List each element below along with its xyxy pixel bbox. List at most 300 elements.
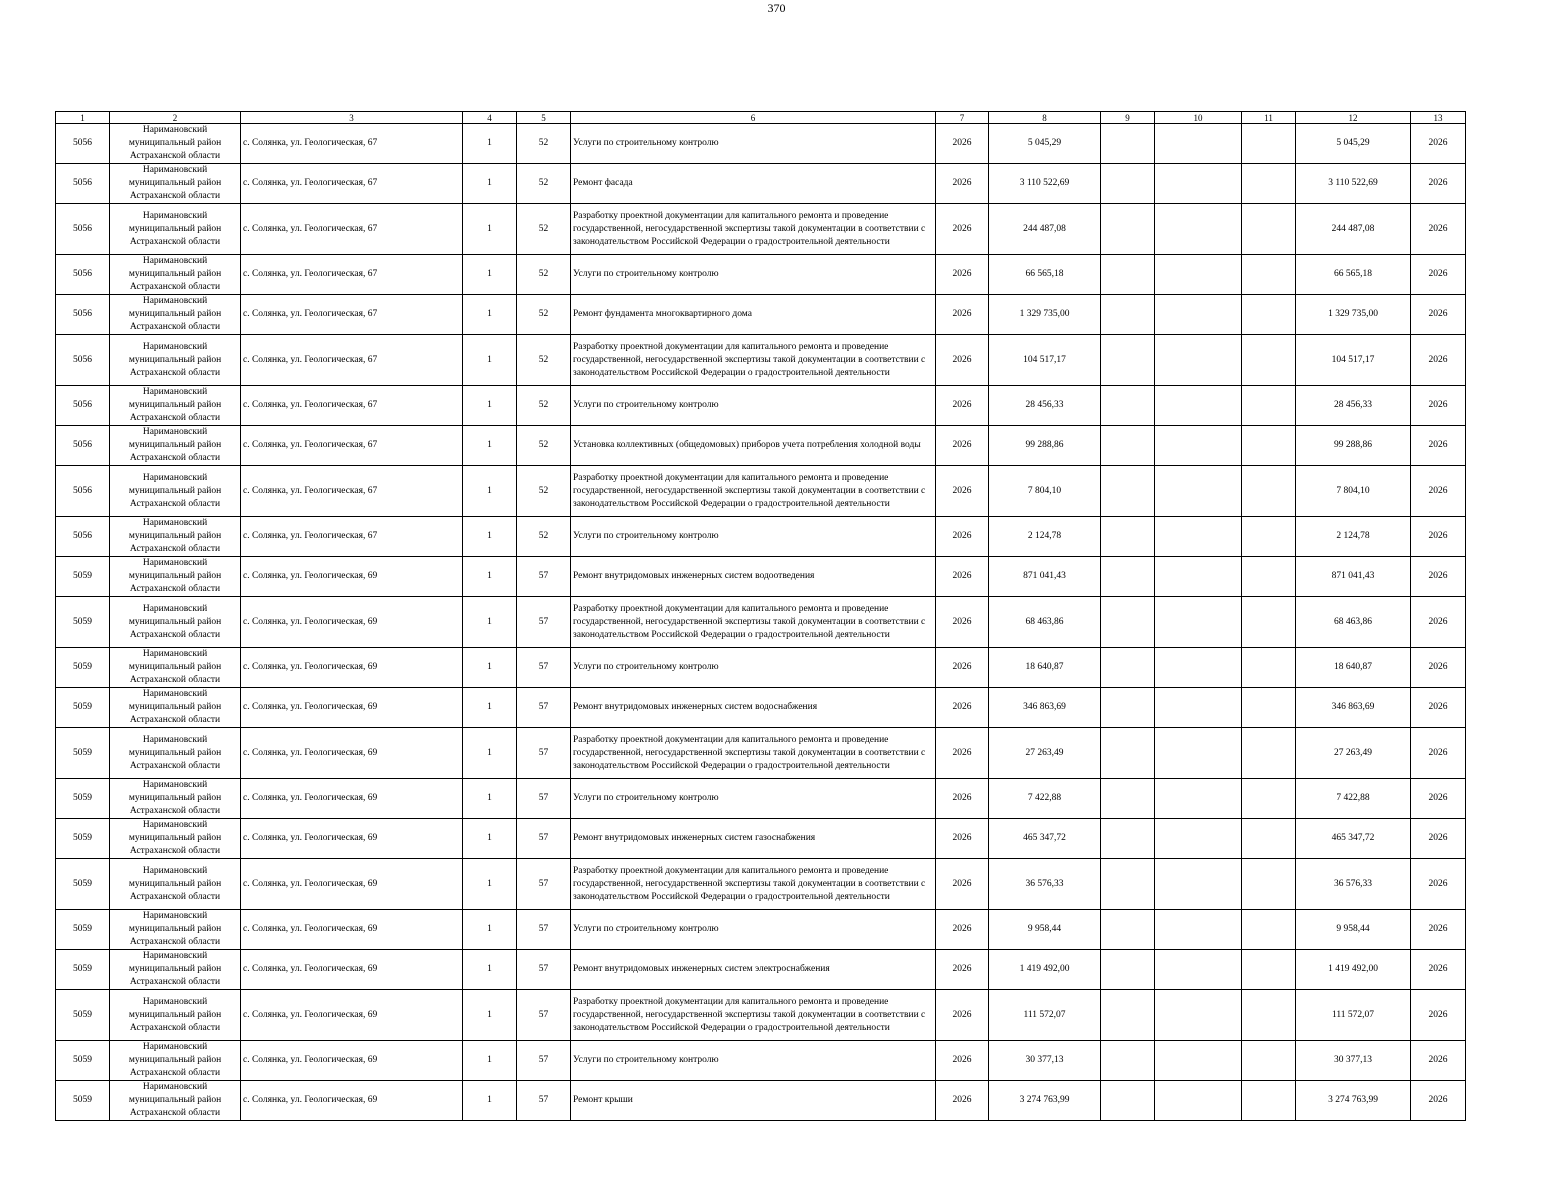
municipality-cell: Наримановский муниципальный район Астраханской области [110, 859, 241, 910]
column-number: 4 [463, 112, 517, 124]
column-10-cell [1155, 1081, 1242, 1121]
address-cell: с. Солянка, ул. Геологическая, 69 [241, 779, 463, 819]
column-9-cell [1101, 597, 1155, 648]
year-cell: 2026 [936, 255, 989, 295]
column-number: 2 [110, 112, 241, 124]
table-row [56, 597, 1466, 648]
municipality-cell: Наримановский муниципальный район Астраханской области [110, 1081, 241, 1121]
column-5-cell: 52 [517, 124, 571, 164]
column-9-cell [1101, 819, 1155, 859]
column-5-cell: 57 [517, 779, 571, 819]
column-11-cell [1242, 779, 1296, 819]
column-9-cell [1101, 779, 1155, 819]
column-10-cell [1155, 910, 1242, 950]
column-9-cell [1101, 990, 1155, 1041]
completion-year-cell: 2026 [1411, 779, 1466, 819]
column-5-cell: 52 [517, 164, 571, 204]
column-9-cell [1101, 688, 1155, 728]
completion-year-cell: 2026 [1411, 164, 1466, 204]
column-11-cell [1242, 557, 1296, 597]
municipality-cell: Наримановский муниципальный район Астраханской области [110, 466, 241, 517]
total-cell: 2 124,78 [1296, 517, 1411, 557]
completion-year-cell: 2026 [1411, 819, 1466, 859]
column-11-cell [1242, 386, 1296, 426]
total-cell: 7 422,88 [1296, 779, 1411, 819]
work-type-cell: Разработку проектной документации для капитального ремонта и проведение государственной, негосударственной экспертизы такой документации в соответствии с законодательством Российской Федерации о градостроительной деятельности [571, 335, 936, 386]
table-row [56, 728, 1466, 779]
row-number-cell: 5056 [56, 204, 110, 255]
column-4-cell: 1 [463, 688, 517, 728]
cost-cell: 30 377,13 [989, 1041, 1101, 1081]
municipality-cell: Наримановский муниципальный район Астраханской области [110, 597, 241, 648]
work-type-cell: Услуги по строительному контролю [571, 386, 936, 426]
column-number: 13 [1411, 112, 1466, 124]
address-cell: с. Солянка, ул. Геологическая, 67 [241, 255, 463, 295]
column-5-cell: 57 [517, 1081, 571, 1121]
total-cell: 99 288,86 [1296, 426, 1411, 466]
column-9-cell [1101, 204, 1155, 255]
column-11-cell [1242, 728, 1296, 779]
column-number: 3 [241, 112, 463, 124]
column-4-cell: 1 [463, 597, 517, 648]
municipality-cell: Наримановский муниципальный район Астраханской области [110, 557, 241, 597]
year-cell: 2026 [936, 779, 989, 819]
row-number-cell: 5059 [56, 990, 110, 1041]
completion-year-cell: 2026 [1411, 466, 1466, 517]
column-4-cell: 1 [463, 295, 517, 335]
column-11-cell [1242, 335, 1296, 386]
column-5-cell: 57 [517, 688, 571, 728]
year-cell: 2026 [936, 1041, 989, 1081]
column-9-cell [1101, 335, 1155, 386]
column-10-cell [1155, 295, 1242, 335]
table-row [56, 688, 1466, 728]
total-cell: 111 572,07 [1296, 990, 1411, 1041]
row-number-cell: 5059 [56, 779, 110, 819]
completion-year-cell: 2026 [1411, 517, 1466, 557]
column-5-cell: 57 [517, 728, 571, 779]
address-cell: с. Солянка, ул. Геологическая, 69 [241, 990, 463, 1041]
row-number-cell: 5059 [56, 819, 110, 859]
column-11-cell [1242, 950, 1296, 990]
address-cell: с. Солянка, ул. Геологическая, 67 [241, 386, 463, 426]
completion-year-cell: 2026 [1411, 335, 1466, 386]
table-row [56, 517, 1466, 557]
year-cell: 2026 [936, 295, 989, 335]
address-cell: с. Солянка, ул. Геологическая, 69 [241, 950, 463, 990]
column-10-cell [1155, 728, 1242, 779]
table-row [56, 164, 1466, 204]
table-row [56, 1041, 1466, 1081]
column-4-cell: 1 [463, 557, 517, 597]
year-cell: 2026 [936, 688, 989, 728]
column-number: 10 [1155, 112, 1242, 124]
column-11-cell [1242, 466, 1296, 517]
column-10-cell [1155, 597, 1242, 648]
column-9-cell [1101, 124, 1155, 164]
completion-year-cell: 2026 [1411, 990, 1466, 1041]
column-9-cell [1101, 1041, 1155, 1081]
completion-year-cell: 2026 [1411, 426, 1466, 466]
column-4-cell: 1 [463, 1081, 517, 1121]
column-5-cell: 52 [517, 204, 571, 255]
column-11-cell [1242, 597, 1296, 648]
cost-cell: 99 288,86 [989, 426, 1101, 466]
address-cell: с. Солянка, ул. Геологическая, 67 [241, 124, 463, 164]
address-cell: с. Солянка, ул. Геологическая, 69 [241, 728, 463, 779]
column-5-cell: 57 [517, 910, 571, 950]
total-cell: 7 804,10 [1296, 466, 1411, 517]
cost-cell: 7 422,88 [989, 779, 1101, 819]
table-row [56, 990, 1466, 1041]
work-type-cell: Разработку проектной документации для капитального ремонта и проведение государственной, негосударственной экспертизы такой документации в соответствии с законодательством Российской Федерации о градостроительной деятельности [571, 859, 936, 910]
column-9-cell [1101, 859, 1155, 910]
completion-year-cell: 2026 [1411, 124, 1466, 164]
table-row [56, 910, 1466, 950]
cost-cell: 66 565,18 [989, 255, 1101, 295]
work-type-cell: Ремонт фасада [571, 164, 936, 204]
address-cell: с. Солянка, ул. Геологическая, 67 [241, 466, 463, 517]
total-cell: 1 329 735,00 [1296, 295, 1411, 335]
table-row [56, 204, 1466, 255]
year-cell: 2026 [936, 426, 989, 466]
cost-cell: 465 347,72 [989, 819, 1101, 859]
address-cell: с. Солянка, ул. Геологическая, 69 [241, 859, 463, 910]
municipality-cell: Наримановский муниципальный район Астраханской области [110, 124, 241, 164]
table-row [56, 386, 1466, 426]
address-cell: с. Солянка, ул. Геологическая, 67 [241, 295, 463, 335]
column-4-cell: 1 [463, 990, 517, 1041]
column-10-cell [1155, 779, 1242, 819]
column-11-cell [1242, 859, 1296, 910]
address-cell: с. Солянка, ул. Геологическая, 69 [241, 597, 463, 648]
total-cell: 68 463,86 [1296, 597, 1411, 648]
completion-year-cell: 2026 [1411, 688, 1466, 728]
municipality-cell: Наримановский муниципальный район Астраханской области [110, 517, 241, 557]
cost-cell: 111 572,07 [989, 990, 1101, 1041]
total-cell: 244 487,08 [1296, 204, 1411, 255]
column-9-cell [1101, 910, 1155, 950]
row-number-cell: 5056 [56, 426, 110, 466]
column-5-cell: 57 [517, 859, 571, 910]
work-type-cell: Установка коллективных (общедомовых) приборов учета потребления холодной воды [571, 426, 936, 466]
column-4-cell: 1 [463, 517, 517, 557]
column-5-cell: 52 [517, 255, 571, 295]
column-5-cell: 52 [517, 295, 571, 335]
completion-year-cell: 2026 [1411, 1041, 1466, 1081]
column-10-cell [1155, 204, 1242, 255]
column-11-cell [1242, 164, 1296, 204]
column-4-cell: 1 [463, 386, 517, 426]
column-5-cell: 57 [517, 1041, 571, 1081]
total-cell: 66 565,18 [1296, 255, 1411, 295]
municipality-cell: Наримановский муниципальный район Астраханской области [110, 386, 241, 426]
cost-cell: 104 517,17 [989, 335, 1101, 386]
column-11-cell [1242, 1081, 1296, 1121]
cost-cell: 346 863,69 [989, 688, 1101, 728]
row-number-cell: 5059 [56, 1041, 110, 1081]
column-4-cell: 1 [463, 728, 517, 779]
column-number: 7 [936, 112, 989, 124]
completion-year-cell: 2026 [1411, 386, 1466, 426]
work-type-cell: Ремонт внутридомовых инженерных систем водоотведения [571, 557, 936, 597]
address-cell: с. Солянка, ул. Геологическая, 69 [241, 819, 463, 859]
column-5-cell: 57 [517, 950, 571, 990]
cost-cell: 36 576,33 [989, 859, 1101, 910]
column-9-cell [1101, 466, 1155, 517]
column-4-cell: 1 [463, 204, 517, 255]
column-10-cell [1155, 517, 1242, 557]
cost-cell: 7 804,10 [989, 466, 1101, 517]
work-type-cell: Ремонт внутридомовых инженерных систем электроснабжения [571, 950, 936, 990]
row-number-cell: 5056 [56, 335, 110, 386]
row-number-cell: 5059 [56, 1081, 110, 1121]
work-type-cell: Услуги по строительному контролю [571, 779, 936, 819]
column-9-cell [1101, 255, 1155, 295]
cost-cell: 5 045,29 [989, 124, 1101, 164]
column-4-cell: 1 [463, 164, 517, 204]
column-4-cell: 1 [463, 859, 517, 910]
work-type-cell: Ремонт внутридомовых инженерных систем водоснабжения [571, 688, 936, 728]
table-row [56, 335, 1466, 386]
row-number-cell: 5056 [56, 255, 110, 295]
column-11-cell [1242, 426, 1296, 466]
municipality-cell: Наримановский муниципальный район Астраханской области [110, 728, 241, 779]
table-row [56, 255, 1466, 295]
total-cell: 465 347,72 [1296, 819, 1411, 859]
work-type-cell: Разработку проектной документации для капитального ремонта и проведение государственной, негосударственной экспертизы такой документации в соответствии с законодательством Российской Федерации о градостроительной деятельности [571, 597, 936, 648]
column-number: 8 [989, 112, 1101, 124]
column-4-cell: 1 [463, 819, 517, 859]
work-type-cell: Ремонт внутридомовых инженерных систем газоснабжения [571, 819, 936, 859]
completion-year-cell: 2026 [1411, 728, 1466, 779]
completion-year-cell: 2026 [1411, 295, 1466, 335]
column-11-cell [1242, 255, 1296, 295]
municipality-cell: Наримановский муниципальный район Астраханской области [110, 255, 241, 295]
row-number-cell: 5059 [56, 950, 110, 990]
work-type-cell: Услуги по строительному контролю [571, 255, 936, 295]
column-10-cell [1155, 466, 1242, 517]
column-5-cell: 57 [517, 819, 571, 859]
work-type-cell: Услуги по строительному контролю [571, 910, 936, 950]
completion-year-cell: 2026 [1411, 859, 1466, 910]
municipality-cell: Наримановский муниципальный район Астраханской области [110, 335, 241, 386]
row-number-cell: 5056 [56, 124, 110, 164]
column-10-cell [1155, 335, 1242, 386]
total-cell: 871 041,43 [1296, 557, 1411, 597]
table-row [56, 648, 1466, 688]
completion-year-cell: 2026 [1411, 950, 1466, 990]
total-cell: 3 110 522,69 [1296, 164, 1411, 204]
column-9-cell [1101, 517, 1155, 557]
year-cell: 2026 [936, 517, 989, 557]
column-5-cell: 52 [517, 426, 571, 466]
row-number-cell: 5056 [56, 517, 110, 557]
year-cell: 2026 [936, 859, 989, 910]
municipality-cell: Наримановский муниципальный район Астраханской области [110, 1041, 241, 1081]
work-type-cell: Ремонт крыши [571, 1081, 936, 1121]
column-11-cell [1242, 517, 1296, 557]
column-10-cell [1155, 164, 1242, 204]
column-9-cell [1101, 950, 1155, 990]
completion-year-cell: 2026 [1411, 204, 1466, 255]
column-4-cell: 1 [463, 124, 517, 164]
table-row [56, 426, 1466, 466]
column-5-cell: 52 [517, 466, 571, 517]
row-number-cell: 5059 [56, 597, 110, 648]
cost-cell: 1 329 735,00 [989, 295, 1101, 335]
total-cell: 346 863,69 [1296, 688, 1411, 728]
cost-cell: 3 274 763,99 [989, 1081, 1101, 1121]
year-cell: 2026 [936, 819, 989, 859]
completion-year-cell: 2026 [1411, 648, 1466, 688]
completion-year-cell: 2026 [1411, 597, 1466, 648]
address-cell: с. Солянка, ул. Геологическая, 67 [241, 164, 463, 204]
address-cell: с. Солянка, ул. Геологическая, 69 [241, 1041, 463, 1081]
column-9-cell [1101, 295, 1155, 335]
address-cell: с. Солянка, ул. Геологическая, 69 [241, 648, 463, 688]
column-10-cell [1155, 124, 1242, 164]
address-cell: с. Солянка, ул. Геологическая, 67 [241, 204, 463, 255]
cost-cell: 2 124,78 [989, 517, 1101, 557]
column-number: 5 [517, 112, 571, 124]
cost-cell: 871 041,43 [989, 557, 1101, 597]
table-row [56, 124, 1466, 164]
municipality-cell: Наримановский муниципальный район Астраханской области [110, 950, 241, 990]
completion-year-cell: 2026 [1411, 1081, 1466, 1121]
year-cell: 2026 [936, 950, 989, 990]
table-row [56, 557, 1466, 597]
total-cell: 1 419 492,00 [1296, 950, 1411, 990]
cost-cell: 28 456,33 [989, 386, 1101, 426]
cost-cell: 9 958,44 [989, 910, 1101, 950]
cost-cell: 244 487,08 [989, 204, 1101, 255]
table-row [56, 1081, 1466, 1121]
column-4-cell: 1 [463, 1041, 517, 1081]
municipality-cell: Наримановский муниципальный район Астраханской области [110, 688, 241, 728]
address-cell: с. Солянка, ул. Геологическая, 69 [241, 557, 463, 597]
column-5-cell: 57 [517, 557, 571, 597]
work-type-cell: Услуги по строительному контролю [571, 517, 936, 557]
column-11-cell [1242, 990, 1296, 1041]
column-9-cell [1101, 728, 1155, 779]
column-number: 11 [1242, 112, 1296, 124]
table-row [56, 779, 1466, 819]
year-cell: 2026 [936, 597, 989, 648]
cost-cell: 68 463,86 [989, 597, 1101, 648]
column-4-cell: 1 [463, 426, 517, 466]
work-type-cell: Разработку проектной документации для капитального ремонта и проведение государственной, негосударственной экспертизы такой документации в соответствии с законодательством Российской Федерации о градостроительной деятельности [571, 728, 936, 779]
address-cell: с. Солянка, ул. Геологическая, 67 [241, 335, 463, 386]
column-5-cell: 57 [517, 990, 571, 1041]
address-cell: с. Солянка, ул. Геологическая, 69 [241, 910, 463, 950]
row-number-cell: 5059 [56, 557, 110, 597]
column-4-cell: 1 [463, 910, 517, 950]
table-row [56, 950, 1466, 990]
work-type-cell: Услуги по строительному контролю [571, 1041, 936, 1081]
column-11-cell [1242, 688, 1296, 728]
work-type-cell: Ремонт фундамента многоквартирного дома [571, 295, 936, 335]
year-cell: 2026 [936, 728, 989, 779]
municipality-cell: Наримановский муниципальный район Астраханской области [110, 295, 241, 335]
column-number: 6 [571, 112, 936, 124]
column-4-cell: 1 [463, 950, 517, 990]
address-cell: с. Солянка, ул. Геологическая, 67 [241, 426, 463, 466]
column-10-cell [1155, 990, 1242, 1041]
cost-cell: 3 110 522,69 [989, 164, 1101, 204]
year-cell: 2026 [936, 1081, 989, 1121]
column-5-cell: 57 [517, 597, 571, 648]
year-cell: 2026 [936, 910, 989, 950]
table-row [56, 466, 1466, 517]
work-type-cell: Разработку проектной документации для капитального ремонта и проведение государственной, негосударственной экспертизы такой документации в соответствии с законодательством Российской Федерации о градостроительной деятельности [571, 990, 936, 1041]
column-10-cell [1155, 1041, 1242, 1081]
column-11-cell [1242, 204, 1296, 255]
cost-cell: 18 640,87 [989, 648, 1101, 688]
row-number-cell: 5056 [56, 164, 110, 204]
total-cell: 18 640,87 [1296, 648, 1411, 688]
completion-year-cell: 2026 [1411, 557, 1466, 597]
column-5-cell: 52 [517, 335, 571, 386]
row-number-cell: 5056 [56, 295, 110, 335]
row-number-cell: 5056 [56, 386, 110, 426]
year-cell: 2026 [936, 335, 989, 386]
capital-repair-table [55, 111, 1466, 1121]
column-10-cell [1155, 255, 1242, 295]
year-cell: 2026 [936, 164, 989, 204]
total-cell: 27 263,49 [1296, 728, 1411, 779]
column-10-cell [1155, 688, 1242, 728]
column-4-cell: 1 [463, 466, 517, 517]
work-type-cell: Разработку проектной документации для капитального ремонта и проведение государственной, негосударственной экспертизы такой документации в соответствии с законодательством Российской Федерации о градостроительной деятельности [571, 466, 936, 517]
row-number-cell: 5059 [56, 910, 110, 950]
cost-cell: 1 419 492,00 [989, 950, 1101, 990]
column-number: 1 [56, 112, 110, 124]
row-number-cell: 5059 [56, 648, 110, 688]
column-10-cell [1155, 819, 1242, 859]
total-cell: 28 456,33 [1296, 386, 1411, 426]
column-9-cell [1101, 1081, 1155, 1121]
column-9-cell [1101, 164, 1155, 204]
column-10-cell [1155, 557, 1242, 597]
work-type-cell: Услуги по строительному контролю [571, 124, 936, 164]
column-5-cell: 57 [517, 648, 571, 688]
table-row [56, 295, 1466, 335]
municipality-cell: Наримановский муниципальный район Астраханской области [110, 990, 241, 1041]
column-11-cell [1242, 124, 1296, 164]
total-cell: 9 958,44 [1296, 910, 1411, 950]
column-9-cell [1101, 557, 1155, 597]
year-cell: 2026 [936, 204, 989, 255]
table-row [56, 819, 1466, 859]
row-number-cell: 5059 [56, 688, 110, 728]
total-cell: 5 045,29 [1296, 124, 1411, 164]
column-9-cell [1101, 386, 1155, 426]
row-number-cell: 5059 [56, 728, 110, 779]
column-11-cell [1242, 648, 1296, 688]
table-row [56, 859, 1466, 910]
column-5-cell: 52 [517, 517, 571, 557]
total-cell: 3 274 763,99 [1296, 1081, 1411, 1121]
column-11-cell [1242, 1041, 1296, 1081]
column-11-cell [1242, 910, 1296, 950]
column-9-cell [1101, 426, 1155, 466]
municipality-cell: Наримановский муниципальный район Астраханской области [110, 426, 241, 466]
completion-year-cell: 2026 [1411, 910, 1466, 950]
year-cell: 2026 [936, 648, 989, 688]
page-number: 370 [767, 1, 786, 15]
column-4-cell: 1 [463, 255, 517, 295]
